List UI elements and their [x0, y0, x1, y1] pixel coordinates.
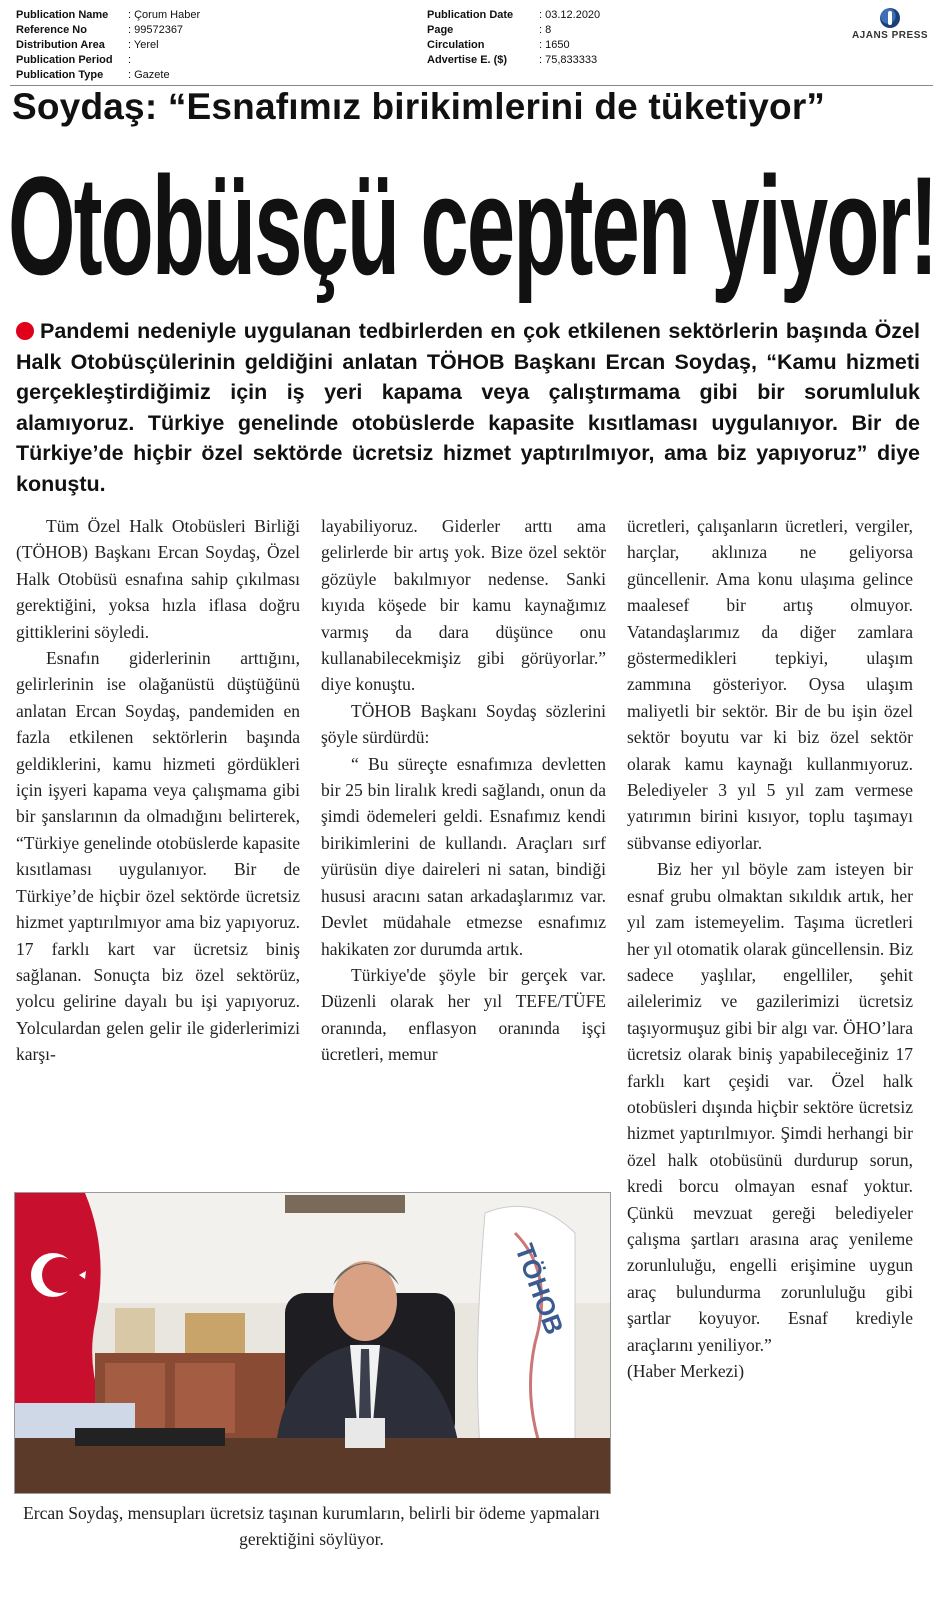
main-headline: [8, 146, 938, 306]
paragraph: “ Bu süreçte esnafımıza devletten bir 25 bin liralık kredi sağlandı, onun da şimdi ödemeleri geldi. Esnafımız kendi birikimlerini de kullandı. Araçları sırf yürüsün diye daireleri ni satan, bindiği hususi aracını satan arkadaşlarımız var. Devlet müdahale etmezse esnafımız hakikaten zor durumda artık.: [321, 753, 606, 959]
meta-row: [16, 68, 200, 83]
meta-row: [16, 53, 200, 68]
article-column-3: [627, 513, 913, 1384]
meta-value: : 99572367: [128, 24, 184, 36]
kicker-headline: Soydaş: “Esnafımız birikimlerini de tüketiyor”: [12, 86, 826, 127]
meta-row: [16, 8, 200, 23]
meta-value: : 8: [539, 24, 552, 36]
meta-value: : Çorum Haber: [128, 9, 201, 21]
paragraph: layabiliyoruz. Giderler arttı ama gelirlerde bir artış yok. Bize özel sektör gözüyle bakılmıyor nedense. Sanki kıyıda köşede bir kamu kaynağımız varmış da dara düşünce onu kullanabilecekmişiz gibi görüyorlar.” diye konuştu.: [321, 516, 606, 695]
award-plaque: [185, 1313, 245, 1353]
byline: (Haber Merkezi): [627, 1361, 745, 1381]
cabinet-door: [175, 1363, 235, 1433]
meta-key: Distribution Area: [16, 39, 105, 51]
logo-text: AJANS PRESS: [851, 30, 929, 41]
paragraph: Biz her yıl böyle zam isteyen bir esnaf grubu olmaktan sıkıldık artık, her yıl zam istemeyelim. Taşıma ücretleri her yıl otomatik olarak güncellensin. Biz sadece yaşlılar, engelliler, şehit ailelerimiz ve gazilerimizi ücretsiz taşıyormuşuz gibi bir algı var. ÖHO’lara ücretsiz olarak biniş yapabileceğiniz 17 farklı kart çeşidi var. Özel halk otobüsleri dışında hiçbir sektöre ücretsiz hizmet yaptırılmıyor. Şimdi herhangi bir özel halk otobüsünü durdurup sorun, kredi borcu olmayan esnaf yoktur. Çünkü mevzuat gereği belediyeler çalışma şartları arasına araç yenileme zorunluluğu, engelli erişimine uygun araç bulundurma zorunluluğu gibi şartlar koyuyor. Esnaf krediyle araçlarını yeniliyor.”: [627, 859, 913, 1355]
meta-value: : 75,833333: [539, 54, 598, 66]
article-photo: [14, 1192, 611, 1494]
meta-key: Reference No: [16, 24, 87, 36]
paragraph: Türkiye'de şöyle bir gerçek var. Düzenli olarak her yıl TEFE/TÜFE oranında, enflasyon oranında işçi ücretleri, memur: [321, 964, 606, 1065]
meta-key: Publication Date: [427, 9, 514, 21]
meta-value: : 1650: [539, 39, 570, 51]
microphone: [345, 1418, 385, 1448]
meta-key: Publication Name: [16, 9, 109, 21]
red-bullet-icon: [16, 322, 34, 340]
office-photo-illustration: [15, 1193, 610, 1493]
ajans-press-logo: [842, 8, 938, 48]
meta-row: [427, 23, 600, 38]
meta-value: : Gazete: [128, 69, 170, 81]
photo-caption: Ercan Soydaş, mensupları ücretsiz taşınan kurumların, belirli bir ödeme yapmaları gerektiğini söylüyor.: [23, 1503, 600, 1549]
meta-value: : 03.12.2020: [539, 9, 601, 21]
wall-frame: [285, 1195, 405, 1213]
person-tie: [359, 1349, 371, 1418]
ajans-press-logo-icon: [880, 8, 900, 28]
lead-paragraph: [16, 316, 920, 499]
paragraph: ücretleri, çalışanların ücretleri, vergiler, harçlar, aklınıza ne geliyorsa güncellenir. Ama konu ulaşıma gelince maalesef bir artış olmuyor. Vatandaşlarımız da diğer zamlara göstermedikleri tepkiyi, ulaşım zammına gösteriyor. Oysa ulaşım maliyetli bir sektör. Bir de bu işin özel sektör boyutu var ki biz özel sektör olarak kamu kaynağı kullanmıyoruz. Belediyeler 3 yıl 5 yıl zam vermese yatırımın birini kısıyor, toplu taşımayı sübvanse ediyorlar.: [627, 516, 913, 853]
keyboard: [75, 1428, 225, 1446]
meta-key: Publication Type: [16, 69, 104, 81]
lead-text: Pandemi nedeniyle uygulanan tedbirlerden en çok etkilenen sektörlerin başında Özel Halk Otobüsçülerinin geldiğini anlatan TÖHOB Başkanı Ercan Soydaş, “Kamu hizmeti gerçekleştirdiğimiz için iş yeri kapama veya çalıştırmama gibi bir sorumluluk alamıyoruz. Türkiye genelinde otobüslerde kapasite kısıtlaması uygulanıyor. Bir de Türkiye’de hiçbir özel sektörde ücretsiz hizmet yaptırılmıyor, ama biz yapıyoruz” diye konuştu.: [16, 319, 920, 496]
meta-row: [16, 23, 200, 38]
main-headline-text: Otobüsçü cepten yiyor!: [8, 147, 937, 304]
publication-meta-right: [427, 8, 600, 68]
meta-row: [427, 38, 600, 53]
meta-key: Page: [427, 24, 454, 36]
building-model: [115, 1308, 155, 1353]
desk: [15, 1438, 610, 1493]
meta-key: Circulation: [427, 39, 485, 51]
article-column-1: [16, 513, 300, 1068]
meta-row: [16, 38, 200, 53]
flag-crescent-inner: [42, 1257, 78, 1293]
meta-key: Publication Period: [16, 54, 113, 66]
publication-meta-left: [16, 8, 200, 83]
tohob-flag-text: TÖHOB: [509, 1239, 570, 1339]
paragraph: Tüm Özel Halk Otobüsleri Birliği (TÖHOB) Başkanı Ercan Soydaş, Özel Halk Otobüsü esnafına sahip çıkılması gerektiğini, yoksa hızla iflasa doğru gittiklerini söyledi.: [16, 516, 300, 642]
meta-row: [427, 8, 600, 23]
meta-value: :: [128, 54, 132, 66]
article-column-2: [321, 513, 606, 1068]
meta-value: : Yerel: [128, 39, 159, 51]
meta-key: Advertise E. ($): [427, 54, 508, 66]
paragraph: Esnafın giderlerinin arttığını, gelirlerinin ise olağanüstü düştüğünü anlatan Ercan Soydaş, pandemiden en fazla etkilenen sektörlerin başında geldiklerini, kamu hizmeti gördükleri için işyeri kapama veya çalışmama gibi bir şanslarının da olmadığını belirterek, “Türkiye genelinde otobüslerde kapasite kısıtlaması uygulanıyor. Bir de Türkiye’de hiçbir özel sektörde ücretsiz hizmet yaptırılmıyor ama biz yapıyoruz. 17 farklı kart var ücretsiz biniş sağlanan. Sonuçta biz özel sektörüz, yolcu gelirine dayalı bu işi yapıyoruz. Yolculardan gelen gelir ile giderlerimizi karşı-: [16, 648, 300, 1065]
paragraph: TÖHOB Başkanı Soydaş sözlerini şöyle sürdürdü:: [321, 700, 606, 748]
meta-row: [427, 53, 600, 68]
